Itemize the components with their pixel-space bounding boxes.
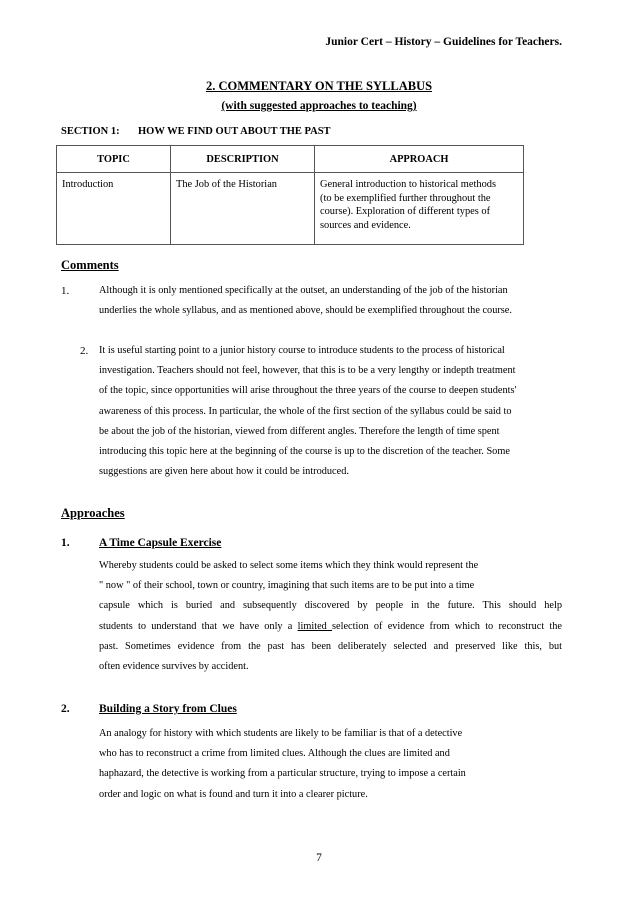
paragraph-line: suggestions are given here about how it could be introduced. xyxy=(99,466,349,478)
page-number: 7 xyxy=(316,852,322,864)
comment-paragraph-1 xyxy=(99,281,569,321)
table-row xyxy=(57,173,524,245)
paragraph-line: be about the job of the historian, viewed from different angles. Therefore the length of time spent xyxy=(99,425,500,437)
approach-number: 1. xyxy=(61,537,70,549)
paragraph-line: capsule which is buried and subsequently discovered by people in the future. This should help xyxy=(99,600,562,612)
paragraph-line: who has to reconstruct a crime from limited clues. Although the clues are limited and xyxy=(99,748,450,760)
approach-line: (to be exemplified further throughout the xyxy=(320,192,491,204)
approach-title: Building a Story from Clues xyxy=(99,703,237,715)
paragraph-line: Whereby students could be asked to select some items which they think would represent the xyxy=(99,560,479,571)
paragraph-line: Although it is only mentioned specifically at the outset, an understanding of the job of the historian xyxy=(99,285,508,296)
approach-line: sources and evidence. xyxy=(320,219,411,231)
line-text: students to understand that we have only a xyxy=(99,620,298,632)
paragraph-line: haphazard, the detective is working from a particular structure, trying to impose a certain xyxy=(99,768,466,780)
page-subtitle: (with suggested approaches to teaching) xyxy=(221,100,417,112)
column-header-topic: TOPIC xyxy=(57,146,171,173)
page-title: 2. COMMENTARY ON THE SYLLABUS xyxy=(205,79,433,93)
section-number: SECTION 1: xyxy=(61,126,120,137)
section-title: HOW WE FIND OUT ABOUT THE PAST xyxy=(138,126,331,137)
paragraph-line xyxy=(99,617,562,637)
paragraph-line: An analogy for history with which students are likely to be familiar is that of a detective xyxy=(99,728,463,739)
syllabus-table xyxy=(56,145,524,245)
comment-paragraph-2 xyxy=(99,341,569,482)
approach-line: course). Exploration of different types of xyxy=(320,206,491,217)
approach-paragraph-1 xyxy=(99,556,562,677)
approaches-heading: Approaches xyxy=(61,506,125,520)
line-text: selection of evidence from which to reconstruct the xyxy=(332,620,563,632)
underlined-word: limited xyxy=(297,620,333,632)
comments-heading: Comments xyxy=(61,258,119,272)
running-header: Junior Cert – History – Guidelines for Teachers. xyxy=(325,36,562,48)
approach-cell xyxy=(315,173,524,245)
description-cell: The Job of the Historian xyxy=(171,173,315,245)
comment-number: 1. xyxy=(61,285,70,297)
approach-title: A Time Capsule Exercise xyxy=(99,537,222,549)
column-header-approach: APPROACH xyxy=(315,146,524,173)
paragraph-line: underlies the whole syllabus, and as mentioned above, should be exemplified throughout the course. xyxy=(99,305,512,317)
paragraph-line: past. Sometimes evidence from the past has been deliberately selected and preserved like this, but xyxy=(99,640,562,652)
paragraph-line: often evidence survives by accident. xyxy=(99,661,249,673)
paragraph-line: introducing this topic here at the beginning of the course is up to the discretion of the teacher. Some xyxy=(99,446,510,458)
column-header-description: DESCRIPTION xyxy=(171,146,315,173)
approach-number: 2. xyxy=(61,703,70,715)
comment-number: 2. xyxy=(80,345,89,357)
table-header-row xyxy=(57,146,524,173)
paragraph-line: order and logic on what is found and turn it into a clearer picture. xyxy=(99,788,368,800)
paragraph-line: awareness of this process. In particular, the whole of the first section of the syllabus could be said to xyxy=(99,405,512,417)
paragraph-line: It is useful starting point to a junior history course to introduce students to the process of historical xyxy=(99,345,505,356)
paragraph-line: of the topic, since opportunities will arise throughout the three years of the course to deepen students' xyxy=(99,385,517,397)
approach-line: General introduction to historical methods xyxy=(320,179,497,190)
topic-cell: Introduction xyxy=(57,173,171,245)
approach-paragraph-2 xyxy=(99,724,562,805)
paragraph-line: investigation. Teachers should not feel, however, that this is to be a very lengthy or indepth treatment xyxy=(99,365,516,377)
paragraph-line: " now " of their school, town or country, imagining that such items are to be put into a time xyxy=(99,580,475,592)
